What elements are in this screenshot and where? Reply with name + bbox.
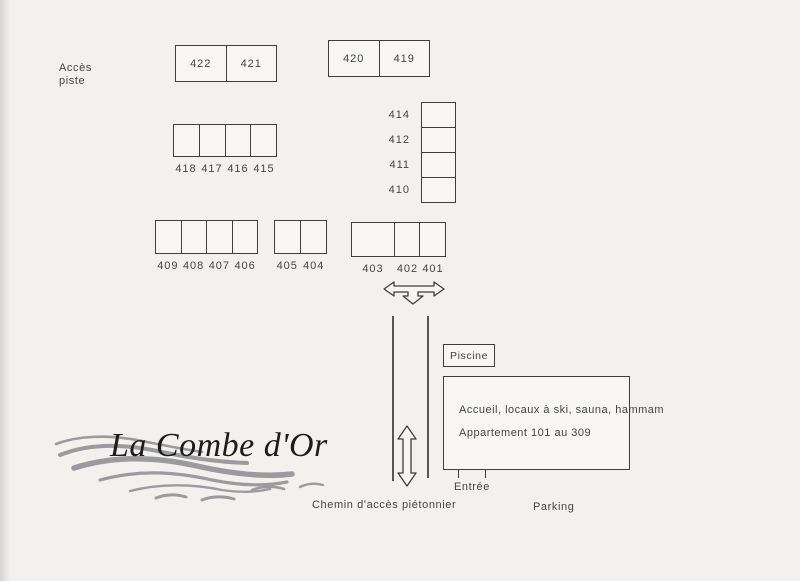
main-building-box (443, 376, 665, 470)
block-outline-422-421 (175, 45, 277, 82)
unit-label-row-418-415 (173, 163, 277, 175)
parking-label: Parking (533, 501, 575, 513)
unit-cell-415 (250, 125, 276, 156)
main-building-line2: Appartement 101 au 309 (459, 427, 592, 439)
unit-label-414: 414 (388, 108, 410, 121)
entree-label: Entrée (453, 481, 490, 493)
building-block-414-410 (384, 102, 456, 203)
unit-cell-403 (352, 223, 394, 256)
pool-label: Piscine (449, 349, 489, 362)
unit-label-405: 405 (276, 260, 298, 272)
unit-label-409: 409 (157, 260, 179, 272)
main-building-line1: Accueil, locaux à ski, sauna, hammam (459, 404, 665, 416)
unit-label-408: 408 (182, 260, 205, 272)
unit-label-column-414-410 (384, 102, 410, 203)
unit-cell-422: 422 (190, 57, 212, 70)
acces-piste-line2: piste (59, 75, 86, 87)
unit-label-404: 404 (303, 260, 325, 272)
unit-label-410: 410 (388, 184, 410, 197)
unit-cell-412 (422, 127, 455, 152)
unit-label-402: 402 (396, 263, 419, 275)
unit-label-row-405-404 (274, 260, 327, 272)
unit-label-416: 416 (227, 163, 249, 175)
three-way-arrow-icon (382, 279, 446, 305)
building-block-418-415 (173, 124, 277, 175)
unit-cell-404 (300, 221, 326, 253)
unit-cell-414 (422, 103, 455, 127)
acces-piste-line1: Accès (59, 62, 92, 74)
block-outline-418-415 (173, 124, 277, 157)
building-block-405-404 (274, 220, 327, 272)
acces-piste-label (59, 62, 92, 88)
unit-label-row-409-406 (155, 260, 258, 272)
entrance-tick-left (458, 470, 459, 478)
building-block-420-419 (328, 40, 430, 77)
unit-label-401: 401 (422, 263, 444, 275)
block-outline-420-419 (328, 40, 430, 77)
vertical-double-arrow-icon (396, 425, 418, 487)
block-outline-409-406 (155, 220, 258, 254)
path-line-left (392, 316, 394, 481)
unit-cell-408 (181, 221, 207, 253)
unit-cell-418 (174, 125, 199, 156)
unit-label-407: 407 (208, 260, 231, 272)
unit-label-415: 415 (253, 163, 275, 175)
chemin-label: Chemin d'accès piétonnier (312, 499, 457, 511)
unit-label-417: 417 (201, 163, 223, 175)
unit-cell-411 (422, 152, 455, 177)
unit-cell-402 (394, 223, 419, 256)
pool-box (443, 344, 495, 367)
building-block-403-401 (351, 222, 446, 275)
block-outline-414-410 (421, 102, 456, 203)
unit-cell-417 (199, 125, 225, 156)
unit-label-406: 406 (234, 260, 256, 272)
building-block-409-406 (155, 220, 258, 272)
logo-text: La Combe d'Or (110, 427, 328, 464)
entrance-tick-right (485, 470, 486, 478)
building-block-422-421 (175, 45, 277, 82)
unit-cell-410 (422, 177, 455, 202)
block-outline-403-401 (351, 222, 446, 257)
path-line-right (427, 316, 429, 478)
unit-cell-416 (225, 125, 251, 156)
unit-cell-409 (156, 221, 181, 253)
scan-edge-shading (0, 0, 10, 581)
unit-label-411: 411 (389, 159, 410, 172)
unit-label-418: 418 (175, 163, 197, 175)
unit-cell-405 (275, 221, 300, 253)
unit-label-row-403-401 (351, 263, 446, 275)
unit-cell-421: 421 (226, 46, 277, 81)
block-outline-405-404 (274, 220, 327, 254)
unit-cell-407 (206, 221, 232, 253)
unit-cell-401 (419, 223, 445, 256)
unit-cell-420: 420 (343, 52, 365, 65)
unit-label-403: 403 (362, 263, 384, 275)
unit-cell-419: 419 (379, 41, 430, 76)
unit-cell-406 (232, 221, 258, 253)
unit-label-412: 412 (388, 133, 410, 146)
